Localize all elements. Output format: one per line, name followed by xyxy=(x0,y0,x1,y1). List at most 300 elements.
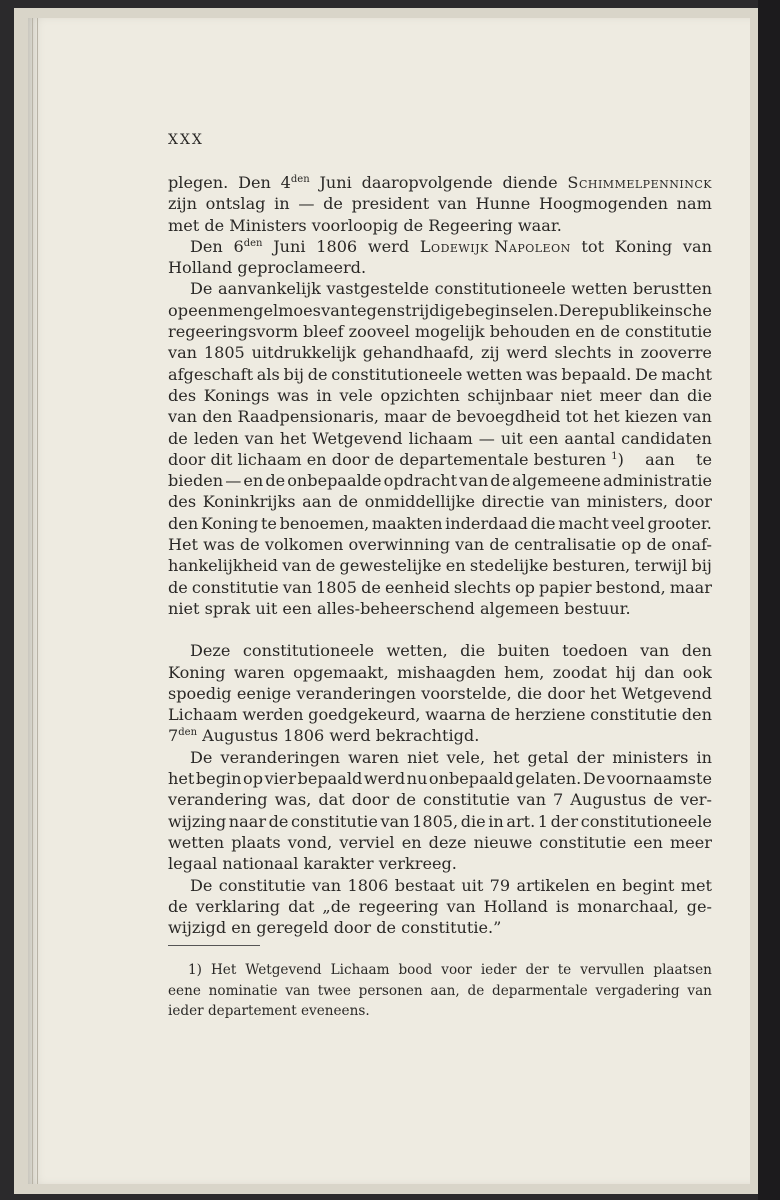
word: Juni xyxy=(273,236,306,256)
word: constitutie xyxy=(590,705,678,725)
word: waren xyxy=(233,662,285,682)
word: de xyxy=(239,535,260,555)
word: door xyxy=(547,683,585,703)
word: naar xyxy=(228,811,267,831)
word: — xyxy=(478,428,495,448)
word: verandering xyxy=(168,790,268,810)
word: ook xyxy=(682,662,712,682)
word: maar xyxy=(669,577,712,597)
word: De xyxy=(558,300,582,320)
word: republikeinsche xyxy=(581,300,712,320)
word: 7 xyxy=(553,790,564,810)
word: van xyxy=(551,492,581,512)
word: onbepaald xyxy=(428,769,514,789)
word: Koning xyxy=(614,236,673,256)
word: Koning xyxy=(200,513,259,533)
word: uit xyxy=(500,428,523,448)
word: tegenstrijdige xyxy=(350,300,465,320)
word: in xyxy=(274,194,290,214)
word: directie xyxy=(481,492,545,512)
word: overwinning xyxy=(348,535,450,555)
word: begin xyxy=(195,769,242,789)
word: daaropvolgende xyxy=(361,173,493,192)
word: inderdaad xyxy=(445,513,528,533)
word: mishaagden xyxy=(397,662,496,682)
word: op xyxy=(243,769,264,789)
word: Raadpensionaris, xyxy=(237,407,379,427)
word: het xyxy=(493,747,520,767)
word: Juni xyxy=(319,173,352,192)
footnote-line xyxy=(168,960,712,981)
word: personen xyxy=(358,982,423,999)
text-line xyxy=(168,832,712,853)
word: de xyxy=(646,535,667,555)
text-line xyxy=(168,193,712,214)
word: schijnbaar xyxy=(467,385,553,405)
word: constitutie xyxy=(191,577,279,597)
text-line: Holland geproclameerd. xyxy=(168,258,367,278)
word: en xyxy=(445,556,466,576)
word: 1 xyxy=(537,811,549,831)
word: candidaten xyxy=(621,428,712,448)
text-line xyxy=(168,747,712,768)
word: van xyxy=(244,428,274,448)
word: goedgekeurd, xyxy=(308,705,421,725)
word: van xyxy=(459,471,489,491)
word: ministers xyxy=(612,747,689,767)
word: constitutie xyxy=(218,875,306,895)
footnote xyxy=(168,960,712,1022)
word: Augustus xyxy=(570,790,647,810)
word: afgeschaft xyxy=(168,364,254,384)
word: die xyxy=(460,811,486,831)
word: die xyxy=(687,385,712,405)
word: in xyxy=(488,811,504,831)
text-line xyxy=(168,683,712,704)
word: tot xyxy=(565,407,589,427)
word: werd xyxy=(367,236,410,256)
word: is xyxy=(555,896,570,916)
word: 1806 xyxy=(316,236,358,256)
word: Het xyxy=(210,962,237,978)
word: wetten xyxy=(168,832,225,852)
word: de xyxy=(168,428,188,448)
word: vastgestelde xyxy=(326,279,429,299)
word: de xyxy=(490,471,511,491)
text-line xyxy=(168,704,712,725)
word: stedelijke xyxy=(469,556,549,576)
word: berustten xyxy=(633,279,712,299)
word: eene xyxy=(168,982,201,999)
text-line: wijzigd en geregeld door de constitutie.” xyxy=(168,918,502,938)
word: grooter. xyxy=(647,513,712,533)
word: slechts xyxy=(453,577,511,597)
word: van xyxy=(282,577,312,597)
page-edge xyxy=(32,18,33,1184)
word: dat xyxy=(318,790,345,810)
word: De xyxy=(190,875,213,895)
word: van xyxy=(640,641,670,661)
word: die xyxy=(530,513,556,533)
text-line xyxy=(168,406,712,427)
word: De xyxy=(190,279,213,299)
word: van xyxy=(282,556,312,576)
word: gehandhaafd, xyxy=(362,343,475,363)
word: de xyxy=(489,535,510,555)
word-group: door dit lichaam en door de departementale besturen $^1$) xyxy=(168,449,624,469)
word: bepaald xyxy=(297,769,363,789)
word: zooveel xyxy=(348,322,410,342)
word: deze xyxy=(428,832,467,852)
word: nam xyxy=(676,194,712,214)
word: zooverre xyxy=(640,343,712,363)
word: onaf- xyxy=(671,535,712,555)
word: den xyxy=(168,513,199,533)
word: hem, xyxy=(504,662,545,682)
word: verviel xyxy=(339,832,395,852)
word: Het xyxy=(168,535,199,555)
word: als xyxy=(256,364,280,384)
word: bestaat xyxy=(394,875,455,895)
text-line xyxy=(168,534,712,555)
word: wetten xyxy=(466,364,523,384)
word: op xyxy=(621,535,642,555)
text-line xyxy=(168,385,712,406)
body-text xyxy=(168,172,712,938)
word: aan, xyxy=(430,982,460,999)
text-line xyxy=(168,342,712,363)
text-line xyxy=(168,725,712,746)
word: De xyxy=(582,769,606,789)
name-smallcaps: Lodewijk Napoleon xyxy=(419,236,571,256)
word: wetten xyxy=(571,279,628,299)
word: beginselen. xyxy=(464,300,559,320)
word: op xyxy=(168,300,188,320)
word: de xyxy=(361,577,381,597)
word: deparmentale xyxy=(492,982,588,999)
text-line xyxy=(168,278,712,299)
word: bood xyxy=(398,962,433,978)
word: $6^{den}$ xyxy=(233,236,263,256)
text-line xyxy=(168,555,712,576)
word: van xyxy=(516,790,547,810)
word: onmiddellijke xyxy=(364,492,475,512)
word: de xyxy=(653,790,674,810)
word: des xyxy=(168,385,197,405)
word: was xyxy=(526,364,558,384)
word: ver- xyxy=(680,790,712,810)
word: algemeene xyxy=(512,471,601,491)
word: bij xyxy=(283,364,304,384)
word: vond, xyxy=(287,832,333,852)
word: de xyxy=(323,194,343,214)
word: herziene xyxy=(514,705,586,725)
word: waarna xyxy=(425,705,486,725)
word: aantal xyxy=(564,428,616,448)
word: zijn xyxy=(168,194,197,214)
text-line xyxy=(168,811,712,832)
word: „de xyxy=(322,896,351,916)
text-line xyxy=(168,470,712,491)
word: president xyxy=(351,194,430,214)
word: eenheid xyxy=(385,577,450,597)
word: buiten xyxy=(497,641,550,661)
word: constitutioneele xyxy=(242,641,375,661)
word: van xyxy=(380,811,410,831)
word: administratie xyxy=(603,471,712,491)
text-line xyxy=(168,768,712,789)
word: plaatsen xyxy=(653,962,712,978)
word: den xyxy=(202,407,233,427)
word: behouden xyxy=(489,322,571,342)
text-line xyxy=(168,321,712,342)
word: de xyxy=(307,364,328,384)
text-line xyxy=(168,662,712,683)
word: zoodat xyxy=(552,662,607,682)
word: constitutie xyxy=(539,832,627,852)
word: bepaald. xyxy=(561,364,632,384)
word: uitdrukkelijk xyxy=(251,343,356,363)
text-line xyxy=(168,449,712,470)
name-smallcaps: Schimmelpenninck xyxy=(567,173,712,192)
word: van xyxy=(437,194,467,214)
text-line xyxy=(168,300,712,321)
word: gelaten. xyxy=(515,769,582,789)
word: meer xyxy=(599,385,642,405)
word: het xyxy=(279,428,307,448)
word: mogelijk xyxy=(414,322,485,342)
word: een xyxy=(528,428,559,448)
word: van xyxy=(455,535,485,555)
word: Lichaam xyxy=(330,962,390,978)
text-line xyxy=(168,491,712,512)
word: onbepaalde xyxy=(287,471,382,491)
word: bij xyxy=(691,556,712,576)
word: en xyxy=(575,322,596,342)
word: te xyxy=(695,449,712,469)
word: constitutioneele xyxy=(434,279,566,299)
word: der xyxy=(550,811,579,831)
text-line xyxy=(168,640,712,661)
word: werden xyxy=(242,705,304,725)
word: de xyxy=(315,556,336,576)
word: het xyxy=(589,683,617,703)
word: regeering xyxy=(358,896,439,916)
word: besturen, xyxy=(552,556,631,576)
word: maakten xyxy=(371,513,443,533)
word: constitutie xyxy=(423,790,510,810)
word: was, xyxy=(274,790,312,810)
word: de xyxy=(265,471,286,491)
word: getal xyxy=(527,747,569,767)
word: nominatie xyxy=(208,982,278,999)
word: constitutie xyxy=(625,322,712,342)
word: regeeringsvorm xyxy=(168,322,299,342)
text-line: met de Ministers voorloopig de Regeering waar. xyxy=(168,215,562,235)
word: vergadering xyxy=(595,982,680,999)
word: dan xyxy=(644,662,675,682)
word: veranderingen xyxy=(296,683,416,703)
word: 1) xyxy=(188,962,202,978)
footnote-line: ieder departement eveneens. xyxy=(168,1003,370,1019)
word: nieuwe xyxy=(473,832,533,852)
word: begint xyxy=(622,875,675,895)
word: Hoogmogenden xyxy=(538,194,668,214)
word: bleef xyxy=(303,322,344,342)
word: tot xyxy=(581,236,605,256)
word: Koning xyxy=(168,662,226,682)
word: wijzing xyxy=(168,811,227,831)
word: was xyxy=(203,535,235,555)
word: Den xyxy=(190,236,223,256)
word: van xyxy=(168,343,198,363)
word: vervullen xyxy=(580,962,645,978)
word: constitutioneele xyxy=(331,364,463,384)
word: veel xyxy=(611,513,645,533)
word: opdracht xyxy=(383,471,458,491)
word: mengelmoes xyxy=(218,300,321,320)
word: Hunne xyxy=(475,194,531,214)
word: uit xyxy=(461,875,484,895)
word: diende xyxy=(502,173,558,192)
page-edge xyxy=(37,18,38,1184)
word: ministers, xyxy=(586,492,668,512)
text-line xyxy=(168,513,712,534)
word: Koninkrijks xyxy=(202,492,296,512)
word: slechts xyxy=(554,343,612,363)
text-line xyxy=(168,896,712,917)
word: vier xyxy=(264,769,297,789)
word: toedoen xyxy=(562,641,628,661)
word: Deze xyxy=(190,641,231,661)
word: voorstelde, xyxy=(421,683,512,703)
word: Wetgevend xyxy=(312,428,403,448)
word: opgemaakt, xyxy=(293,662,389,682)
word: Konings xyxy=(203,385,270,405)
word: 1805, xyxy=(412,811,459,831)
word: een xyxy=(633,832,663,852)
word: in xyxy=(316,385,332,405)
word: het xyxy=(593,407,620,427)
word: van xyxy=(321,300,351,320)
word: en xyxy=(596,875,616,895)
word: van xyxy=(312,875,342,895)
text-line: legaal nationaal karakter verkreeg. xyxy=(168,854,457,874)
word: spoedig xyxy=(168,683,232,703)
word: macht xyxy=(558,513,609,533)
word: kiezen xyxy=(624,407,678,427)
word: te xyxy=(557,962,572,978)
word: Lichaam xyxy=(168,705,238,725)
word: te xyxy=(260,513,277,533)
word: centralisatie xyxy=(514,535,617,555)
word: werd xyxy=(363,769,406,789)
word: meer xyxy=(669,832,712,852)
word: een xyxy=(188,300,218,320)
word: constitutie xyxy=(290,811,378,831)
word: in xyxy=(618,343,634,363)
word: 1805 xyxy=(316,577,358,597)
word: dan xyxy=(649,385,680,405)
word: plaats xyxy=(231,832,281,852)
word: plegen. xyxy=(168,173,229,192)
text-line xyxy=(168,364,712,385)
word: — xyxy=(298,194,315,214)
word: voor xyxy=(441,962,472,978)
word: de xyxy=(490,705,511,725)
text-line xyxy=(168,875,712,896)
word: in xyxy=(696,747,712,767)
word: van xyxy=(682,407,712,427)
word: art. xyxy=(506,811,536,831)
word: de xyxy=(168,577,188,597)
word: van xyxy=(687,982,712,999)
word: den xyxy=(681,641,712,661)
text-line xyxy=(168,172,712,193)
word: van xyxy=(168,407,198,427)
word: De xyxy=(635,364,658,384)
word: Wetgevend xyxy=(621,683,712,703)
word: Wetgevend xyxy=(245,962,322,978)
word: Den xyxy=(238,173,271,192)
word: eenige xyxy=(236,683,292,703)
word-group: $7^{den}$ Augustus 1806 werd bekrachtigd. xyxy=(168,726,480,746)
word: en xyxy=(401,832,422,852)
word: macht xyxy=(661,364,712,384)
word: aan xyxy=(645,449,675,469)
word: de xyxy=(431,407,452,427)
word: voornaamste xyxy=(606,769,712,789)
word: van xyxy=(682,236,712,256)
word: papier xyxy=(539,577,592,597)
text-line xyxy=(168,428,712,449)
word: van xyxy=(285,982,310,999)
word: waren xyxy=(348,747,400,767)
word: bevoegdheid xyxy=(456,407,561,427)
word: artikelen xyxy=(516,875,590,895)
word: het xyxy=(168,769,195,789)
word: dat xyxy=(288,896,315,916)
word: constitutioneele xyxy=(580,811,712,831)
word: nu xyxy=(406,769,428,789)
word: Holland xyxy=(483,896,548,916)
footnote-rule xyxy=(168,945,260,946)
word: ieder xyxy=(480,962,517,978)
text-line xyxy=(168,236,712,257)
word: twee xyxy=(317,982,351,999)
word: wetten, xyxy=(386,641,448,661)
word: met xyxy=(680,875,712,895)
word: de xyxy=(338,492,359,512)
word: den xyxy=(681,705,712,725)
word: en xyxy=(243,471,264,491)
word: niet xyxy=(407,747,439,767)
running-head: XXX xyxy=(168,132,204,148)
book-spine xyxy=(758,0,780,1200)
word: aan xyxy=(302,492,332,512)
word: vele, xyxy=(446,747,486,767)
word: ontslag xyxy=(205,194,266,214)
word: 1805 xyxy=(203,343,245,363)
word: $4^{den}$ xyxy=(280,173,310,192)
word: — xyxy=(225,471,242,491)
word: hij xyxy=(615,662,636,682)
word: werd xyxy=(506,343,548,363)
word: die xyxy=(517,683,543,703)
word: opzichten xyxy=(380,385,460,405)
word: volkomen xyxy=(264,535,344,555)
word: hankelijkheid xyxy=(168,556,278,576)
